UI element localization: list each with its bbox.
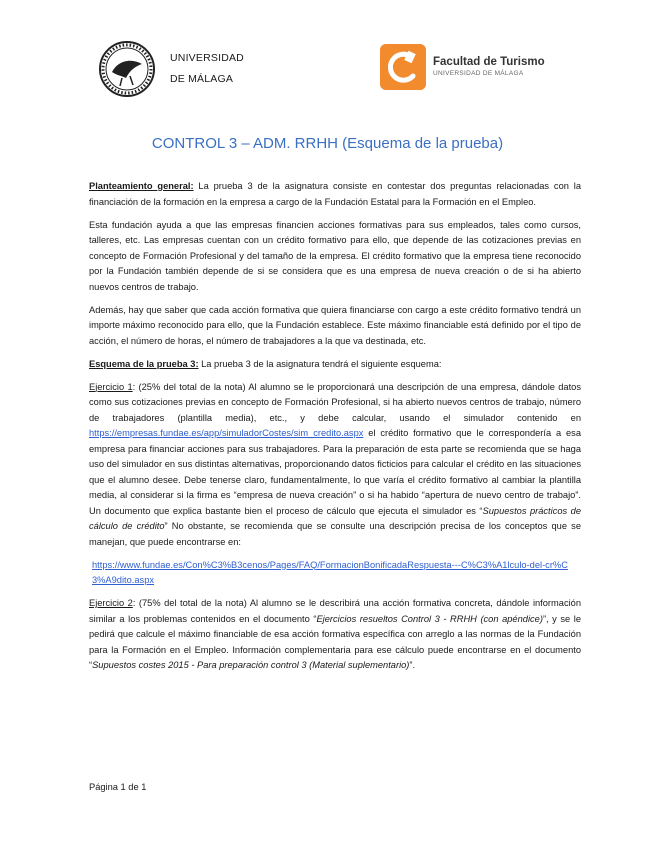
faq-link[interactable]: https://www.fundae.es/Con%C3%B3cenos/Pages/FAQ/FormacionBonificadaRespuesta---C%C3%A1lculo-del-cr%C3%A9dito.aspx: [92, 559, 568, 585]
paragraph-esquema: [89, 357, 581, 373]
paragraph-link-faq: [89, 558, 581, 589]
ejercicio-1-heading: Ejercicio 1: [89, 381, 133, 392]
paragraph-fundacion: Esta fundación ayuda a que las empresas financien acciones formativas para sus empleados, tales como cursos, talleres, etc. Las empresas cuentan con un crédito formativo para ello, que depende de las cotizaciones previas en concepto de Formación Profesional y del tamaño de la empresa. El crédito formativo que la empresa tiene reconocido por la Fundación también depende de si se considera que es una empresa de nueva creación o de si ha abierto nuevos centros de trabajo.: [89, 219, 581, 292]
faculty-name: [433, 56, 545, 78]
paragraph-ejercicio-2: [89, 596, 581, 674]
page-footer: Página 1 de 1: [89, 782, 147, 792]
ejercicio-2-text-c: ”.: [409, 660, 416, 670]
university-name: [170, 48, 244, 90]
simulador-link[interactable]: https://empresas.fundae.es/app/simuladorCostes/sim_credito.aspx: [89, 428, 364, 438]
university-name-line1: UNIVERSIDAD: [170, 52, 244, 64]
ejercicio-1-text-a: : (25% del total de la nota) Al alumno se le proporcionará una descripción de una empresa, dándole datos como sus cotizaciones previas en concepto de Formación Profesional, si ha abierto nuevos centros de trabajo, número de trabajadores (plantilla media), etc., y debe calcular, usando el simulador contenido en: [89, 381, 581, 423]
planteamiento-heading: Planteamiento general:: [89, 181, 194, 191]
paragraph-ejercicio-1: [89, 380, 581, 551]
paragraph-planteamiento: [89, 179, 581, 210]
ejercicio-1-text-c: ” No obstante, se recomienda que se consulte una descripción precisa de los conceptos que se manejan, que puede encontrarse en:: [89, 521, 581, 547]
ejercicio-2-italic-b: Supuestos costes 2015 - Para preparación control 3 (Material suplementario): [92, 660, 410, 670]
ejercicio-1-italic: Supuestos prácticos de cálculo de crédito: [89, 505, 581, 531]
faculty-logo-icon: [380, 44, 426, 90]
document-body: [89, 179, 581, 681]
faculty-title: Facultad de Turismo: [433, 56, 545, 68]
planteamiento-text: La prueba 3 de la asignatura consiste en contestar dos preguntas relacionadas con la financiación de la formación en la empresa a cargo de la Fundación Estatal para la Formación en el Empleo.: [89, 181, 581, 207]
page-header: [0, 0, 655, 110]
document-title: CONTROL 3 – ADM. RRHH (Esquema de la prueba): [151, 135, 504, 152]
ejercicio-2-text-b: ”, y se le pedirá que calcule el máximo financiable de esa acción formativa específica con arreglo a las normas de la Fundación para la Formación en el Empleo. Información complementaria para ese cálculo puede encontrarse en el documento “: [89, 613, 582, 670]
esquema-heading: Esquema de la prueba 3:: [89, 358, 199, 369]
paragraph-ademas: Además, hay que saber que cada acción formativa que quiera financiarse con cargo a este crédito formativo tendrá un importe máximo reconocido para ello, que la Fundación establece. Este máximo financiable está definido por el tipo de acción, el número de horas, el número de trabajadores a la que va destinada, etc.: [89, 304, 581, 346]
university-seal-icon: [98, 40, 156, 98]
ejercicio-1-text-b: el crédito formativo que le correspondería a esa empresa para financiar acciones para sus trabajadores. Para la preparación de esta parte se recomienda que se haga uso del simulador en sus distintas alternativas, proporcionando datos ficticios para calcular el crédito en las situaciones que el alumno desee. Debe tenerse claro, fundamentalmente, lo que varía el crédito formativo al cambiar la plantilla media, al considerar si la firma es “empresa de nueva creación” o si ha habido “apertura de nuevo centro de trabajo”. Un documento que explica bastante bien el proceso de cálculo que ejecuta el simulador es “: [89, 428, 581, 516]
ejercicio-2-text-a: : (75% del total de la nota) Al alumno se le describirá una acción formativa concreta, dándole información similar a los problemas contenidos en el documento “: [89, 598, 582, 624]
faculty-subtitle: UNIVERSIDAD DE MÁLAGA: [433, 70, 524, 77]
esquema-text: La prueba 3 de la asignatura tendrá el siguiente esquema:: [198, 358, 442, 369]
ejercicio-2-heading: Ejercicio 2: [89, 598, 133, 608]
ejercicio-2-italic-a: Ejercicios resueltos Control 3 - RRHH (con apéndice): [316, 613, 543, 624]
university-name-line2: DE MÁLAGA: [170, 73, 234, 85]
